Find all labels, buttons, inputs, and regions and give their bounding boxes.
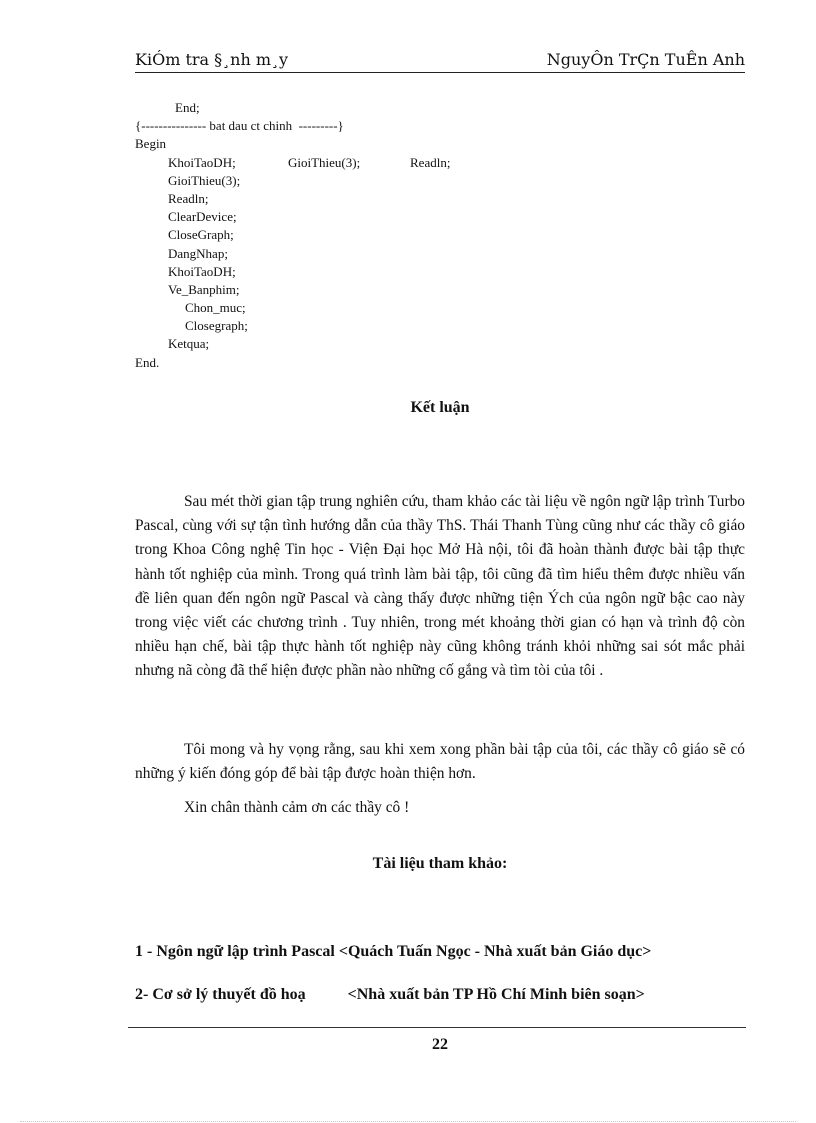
page-number: 22 xyxy=(432,1036,448,1053)
code-line: GioiThieu(3); xyxy=(168,172,241,188)
code-line-statements xyxy=(135,154,695,172)
conclusion-paragraph-1 xyxy=(135,490,745,684)
header-author: NguyÔn TrÇn TuÊn Anh xyxy=(546,50,745,69)
header-left-title: KiÓm tra §¸nh m¸y xyxy=(135,50,289,69)
page-boundary-line xyxy=(20,1121,796,1122)
code-line: CloseGraph; xyxy=(168,227,234,243)
reference-item-1 xyxy=(135,943,750,961)
conclusion-paragraph-2 xyxy=(135,738,745,786)
code-token: KhoiTaoDH; xyxy=(168,154,236,170)
code-line: ClearDevice; xyxy=(168,209,237,225)
code-line: DangNhap; xyxy=(168,245,228,261)
code-line: Closegraph; xyxy=(185,318,248,334)
code-line: Readln; xyxy=(168,190,209,206)
code-line: KhoiTaoDH; xyxy=(168,263,236,279)
reference-source: <Quách Tuấn Ngọc - Nhà xuất bản Giáo dục> xyxy=(338,943,652,960)
reference-label: 1 - Ngôn ngữ lập trình Pascal xyxy=(135,943,335,960)
code-line-end-proc: End; xyxy=(175,100,200,115)
code-line: Ketqua; xyxy=(168,336,210,352)
code-token: GioiThieu(3); xyxy=(288,154,361,170)
code-listing xyxy=(135,99,695,372)
code-line: Chon_muc; xyxy=(185,300,246,316)
reference-source: <Nhà xuất bản TP Hồ Chí Minh biên soạn> xyxy=(347,986,645,1003)
code-line-end-main: End. xyxy=(135,354,160,370)
paragraph-text: Xin chân thành cảm ơn các thầy cô ! xyxy=(184,799,410,816)
page-header xyxy=(135,50,745,73)
reference-item-2 xyxy=(135,986,750,1004)
code-line: Ve_Banphim; xyxy=(168,281,240,297)
code-token: Readln; xyxy=(410,154,451,170)
paragraph-text: Tôi mong và hy vọng rằng, sau khi xem xong phần bài tập của tôi, các thầy cô giáo sẽ có những ý kiến đóng góp để bài tập được hoàn thiện hơn. xyxy=(135,741,745,783)
conclusion-heading: Kết luận xyxy=(410,399,470,416)
footer-divider xyxy=(128,1027,746,1028)
reference-label: 2- Cơ sở lý thuyết đồ hoạ xyxy=(135,986,306,1003)
paragraph-text: Sau mét thời gian tập trung nghiên cứu, tham khảo các tài liệu về ngôn ngữ lập trình Turbo Pascal, cùng với sự tận tình hướng dẫn của thầy ThS. Thái Thanh Tùng cũng như các thầy cô giáo trong Khoa Công nghệ Tin học - Viện Đại học Mở Hà nội, tôi đã hoàn thành được bài tập thực hành tốt nghiệp của mình. Trong quá trình làm bài tập, tôi cũng đã tìm hiểu thêm được nhiều vấn đề liên quan đến ngôn ngữ Pascal và càng thấy được những tiện Ých của ngôn ngữ bậc cao này trong việc viết các chương trình . Tuy nhiên, trong mét khoảng thời gian có hạn và trình độ còn nhiều hạn chế, bài tập thực hành tốt nghiệp này cũng không tránh khỏi những sai sót mắc phải nhưng nã còng đã thể hiện được phần nào những cố gắng và tìm tòi của tôi . xyxy=(135,493,745,680)
conclusion-paragraph-3 xyxy=(135,796,745,820)
code-line-begin: Begin xyxy=(135,136,167,152)
references-heading: Tài liệu tham khảo: xyxy=(372,855,508,872)
code-line-comment: {--------------- bat dau ct chinh ---------} xyxy=(135,118,344,134)
